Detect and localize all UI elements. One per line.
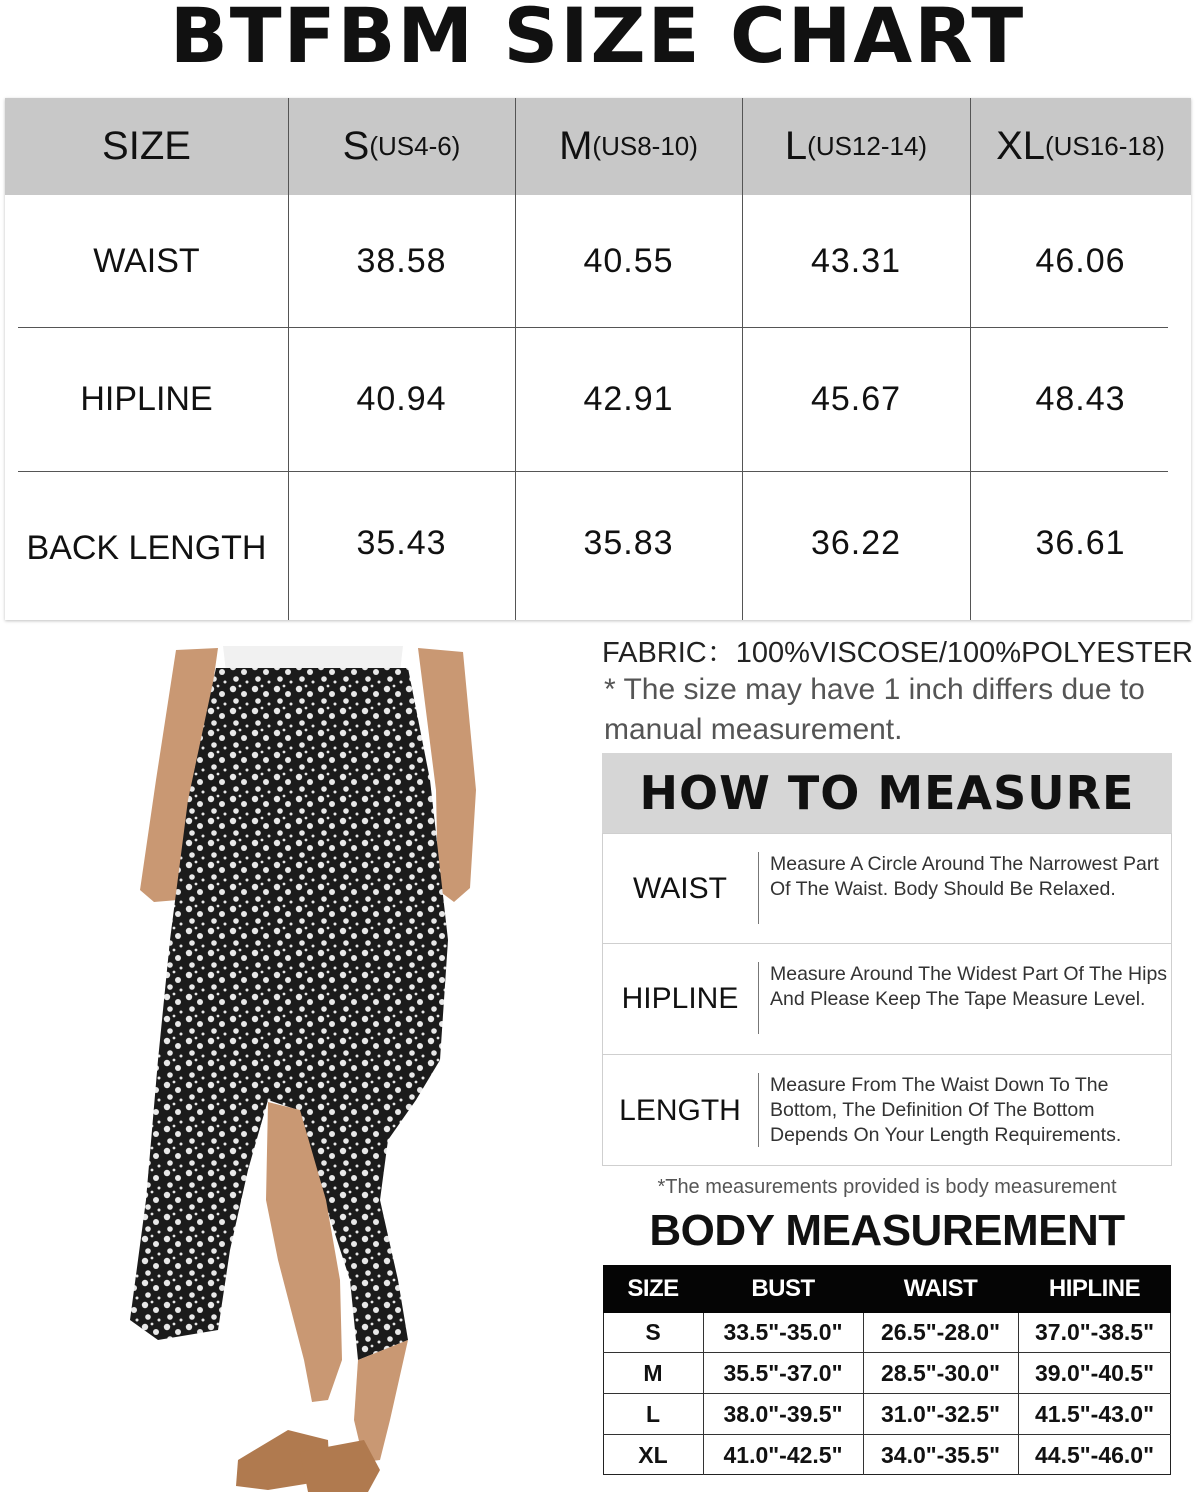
page-title: BTFBM SIZE CHART <box>169 0 1026 80</box>
table-cell: 36.61 <box>1035 523 1126 562</box>
size-column-s <box>288 98 515 195</box>
how-to-measure-title: HOW TO MEASURE <box>639 766 1135 820</box>
table-cell: 41.0"-42.5" <box>723 1441 843 1468</box>
size-name: S <box>342 124 370 168</box>
table-cell: 34.0"-35.5" <box>881 1441 1000 1468</box>
size-column-xl <box>970 98 1191 195</box>
table-cell: S <box>645 1319 661 1345</box>
column-header-bust: BUST <box>751 1275 815 1302</box>
body-measurement-title: BODY MEASUREMENT <box>649 1206 1125 1255</box>
table-cell: 33.5"-35.0" <box>723 1319 843 1345</box>
table-cell: 48.43 <box>1035 380 1126 418</box>
measure-desc-hipline: Measure Around The Widest Part Of The Hips And Please Keep The Tape Measure Level. <box>770 963 1168 1010</box>
table-cell: 38.58 <box>356 241 447 280</box>
size-name: L <box>784 124 808 168</box>
size-name: XL <box>996 124 1045 168</box>
us-size: (US12-14) <box>807 131 928 161</box>
table-cell: XL <box>638 1441 668 1468</box>
table-cell: 40.55 <box>583 241 674 280</box>
us-size: (US8-10) <box>592 131 698 161</box>
divider <box>758 962 759 1034</box>
table-cell: 45.67 <box>810 380 902 418</box>
measure-label-waist: WAIST <box>633 871 727 905</box>
measure-desc-waist: Measure A Circle Around The Narrowest Part Of The Waist. Body Should Be Relaxed. <box>770 853 1159 900</box>
table-cell: 31.0"-32.5" <box>881 1400 1000 1427</box>
table-cell: 44.5"-46.0" <box>1035 1441 1154 1468</box>
column-header-waist: WAIST <box>903 1275 978 1302</box>
size-column-m <box>515 98 742 195</box>
table-cell: 38.0"-39.5" <box>723 1400 843 1427</box>
size-name: M <box>559 124 593 168</box>
product-photo <box>118 640 478 1500</box>
table-cell: L <box>645 1400 661 1427</box>
us-size: (US16-18) <box>1045 131 1165 161</box>
table-cell: 42.91 <box>583 380 674 418</box>
body-measurement-note: *The measurements provided is body measurement <box>657 1176 1117 1198</box>
row-label-hipline: HIPLINE <box>80 380 213 418</box>
us-size: (US4-6) <box>369 131 461 161</box>
size-header-label: SIZE <box>102 124 191 168</box>
table-cell: 35.83 <box>583 523 674 562</box>
table-cell: 40.94 <box>356 380 447 418</box>
measure-desc-length: Measure From The Waist Down To The Bottom, The Definition Of The Bottom Depends On Your Length Requirements. <box>770 1074 1122 1146</box>
table-cell: 36.22 <box>810 523 902 562</box>
table-cell: 26.5"-28.0" <box>881 1319 1000 1345</box>
size-column-l <box>742 98 970 195</box>
divider <box>758 852 759 924</box>
measure-label-length: LENGTH <box>619 1093 741 1127</box>
table-cell: 43.31 <box>810 241 902 280</box>
size-disclaimer: * The size may have 1 inch differs due to manual measurement. <box>604 673 1145 746</box>
row-label-waist: WAIST <box>93 241 200 280</box>
column-header-hipline: HIPLINE <box>1048 1275 1141 1302</box>
table-cell: M <box>643 1359 663 1386</box>
table-cell: 39.0"-40.5" <box>1035 1359 1154 1386</box>
measure-label-hipline: HIPLINE <box>621 982 739 1015</box>
table-cell: 35.5"-37.0" <box>723 1359 843 1386</box>
table-cell: 37.0"-38.5" <box>1035 1319 1154 1345</box>
table-cell: 41.5"-43.0" <box>1035 1400 1154 1427</box>
table-cell: 28.5"-30.0" <box>881 1359 1000 1386</box>
row-label-back-length: BACK LENGTH <box>26 528 267 567</box>
column-header-size: SIZE <box>627 1275 679 1302</box>
fabric-info: FABRIC：100%VISCOSE/100%POLYESTER <box>602 637 1193 669</box>
table-cell: 46.06 <box>1035 241 1126 280</box>
divider <box>758 1073 759 1147</box>
table-cell: 35.43 <box>356 523 447 562</box>
